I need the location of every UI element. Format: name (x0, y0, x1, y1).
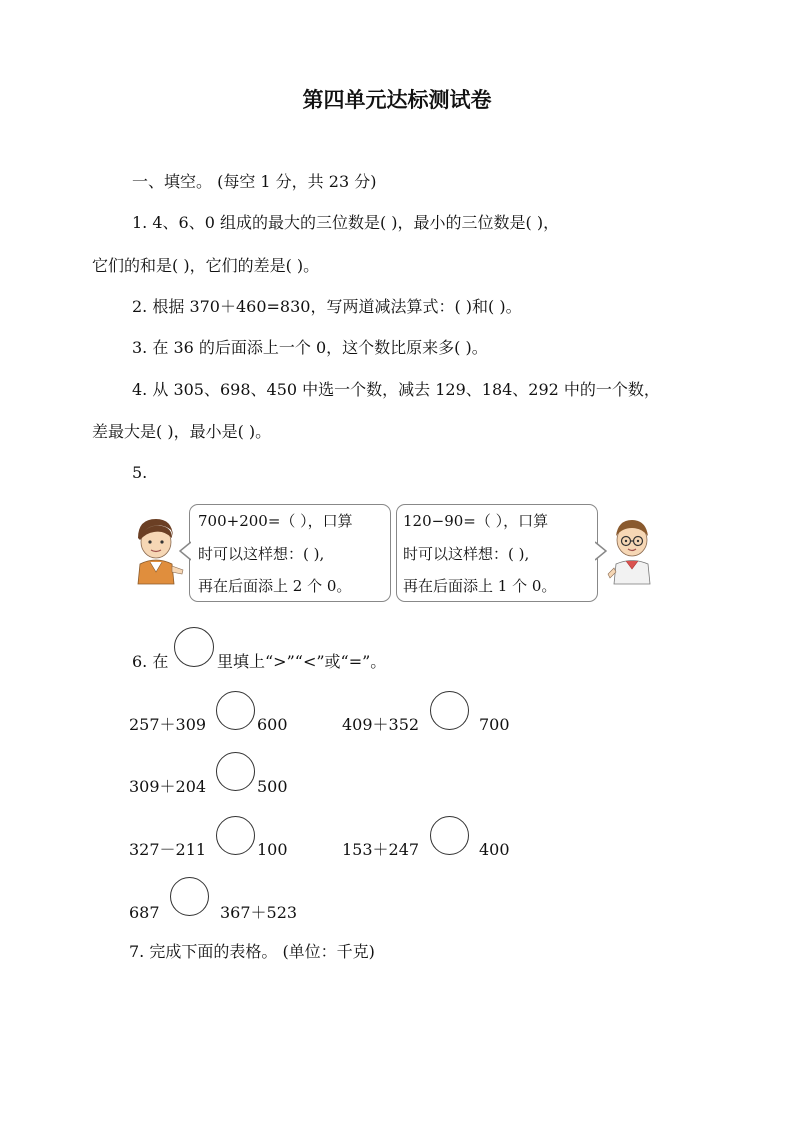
question-6-prefix: 6. 在 (132, 652, 169, 671)
compare-3-circle[interactable] (216, 752, 255, 791)
compare-3-left: 309＋204 (129, 777, 207, 796)
bubble-right-line-1: 120−90=（ ），口算 (403, 512, 549, 530)
compare-2-left: 409＋352 (342, 715, 420, 734)
compare-2-circle[interactable] (430, 691, 469, 730)
compare-6-right: 367＋523 (220, 903, 298, 922)
speech-bubble-right (396, 504, 598, 602)
compare-1-circle[interactable] (216, 691, 255, 730)
question-5-number: 5. (132, 463, 148, 482)
compare-6-circle[interactable] (170, 877, 209, 916)
section-heading: 一、填空。 (每空 1 分，共 23 分) (132, 172, 377, 191)
boy-right-illustration (606, 514, 658, 586)
compare-1-left: 257＋309 (129, 715, 207, 734)
question-6-suffix: 里填上“>”“<”或“=”。 (217, 652, 387, 671)
compare-4-right: 100 (257, 840, 288, 859)
compare-5-left: 153＋247 (342, 840, 420, 859)
compare-6-left: 687 (129, 903, 160, 922)
question-3: 3. 在 36 的后面添上一个 0，这个数比原来多( )。 (132, 338, 488, 357)
question-1-line-1: 1. 4、6、0 组成的最大的三位数是( )，最小的三位数是( )， (132, 213, 560, 232)
compare-1-right: 600 (257, 715, 288, 734)
bubble-left-tail (179, 540, 191, 562)
question-4-line-2: 差最大是( )，最小是( )。 (92, 422, 272, 441)
answer-circle-example (174, 627, 214, 667)
compare-4-circle[interactable] (216, 816, 255, 855)
compare-3-right: 500 (257, 777, 288, 796)
compare-2-right: 700 (479, 715, 510, 734)
bubble-left-line-2: 时可以这样想：( ), (198, 545, 325, 563)
bubble-right-line-2: 时可以这样想：( ), (403, 545, 530, 563)
boy-left-illustration (128, 514, 186, 586)
bubble-right-line-3: 再在后面添上 1 个 0。 (403, 577, 557, 595)
page-title: 第四单元达标测试卷 (302, 88, 492, 112)
compare-5-right: 400 (479, 840, 510, 859)
question-2: 2. 根据 370＋460=830，写两道减法算式：( )和( )。 (132, 297, 522, 316)
question-1-line-2: 它们的和是( )，它们的差是( )。 (92, 256, 320, 275)
compare-4-left: 327－211 (129, 840, 207, 859)
bubble-left-line-1: 700+200=（ ），口算 (198, 512, 353, 530)
question-7: 7. 完成下面的表格。 (单位：千克) (129, 942, 375, 961)
speech-bubble-left (189, 504, 391, 602)
bubble-left-line-3: 再在后面添上 2 个 0。 (198, 577, 352, 595)
question-4-line-1: 4. 从 305、698、450 中选一个数，减去 129、184、292 中的一个数， (132, 380, 660, 399)
compare-5-circle[interactable] (430, 816, 469, 855)
